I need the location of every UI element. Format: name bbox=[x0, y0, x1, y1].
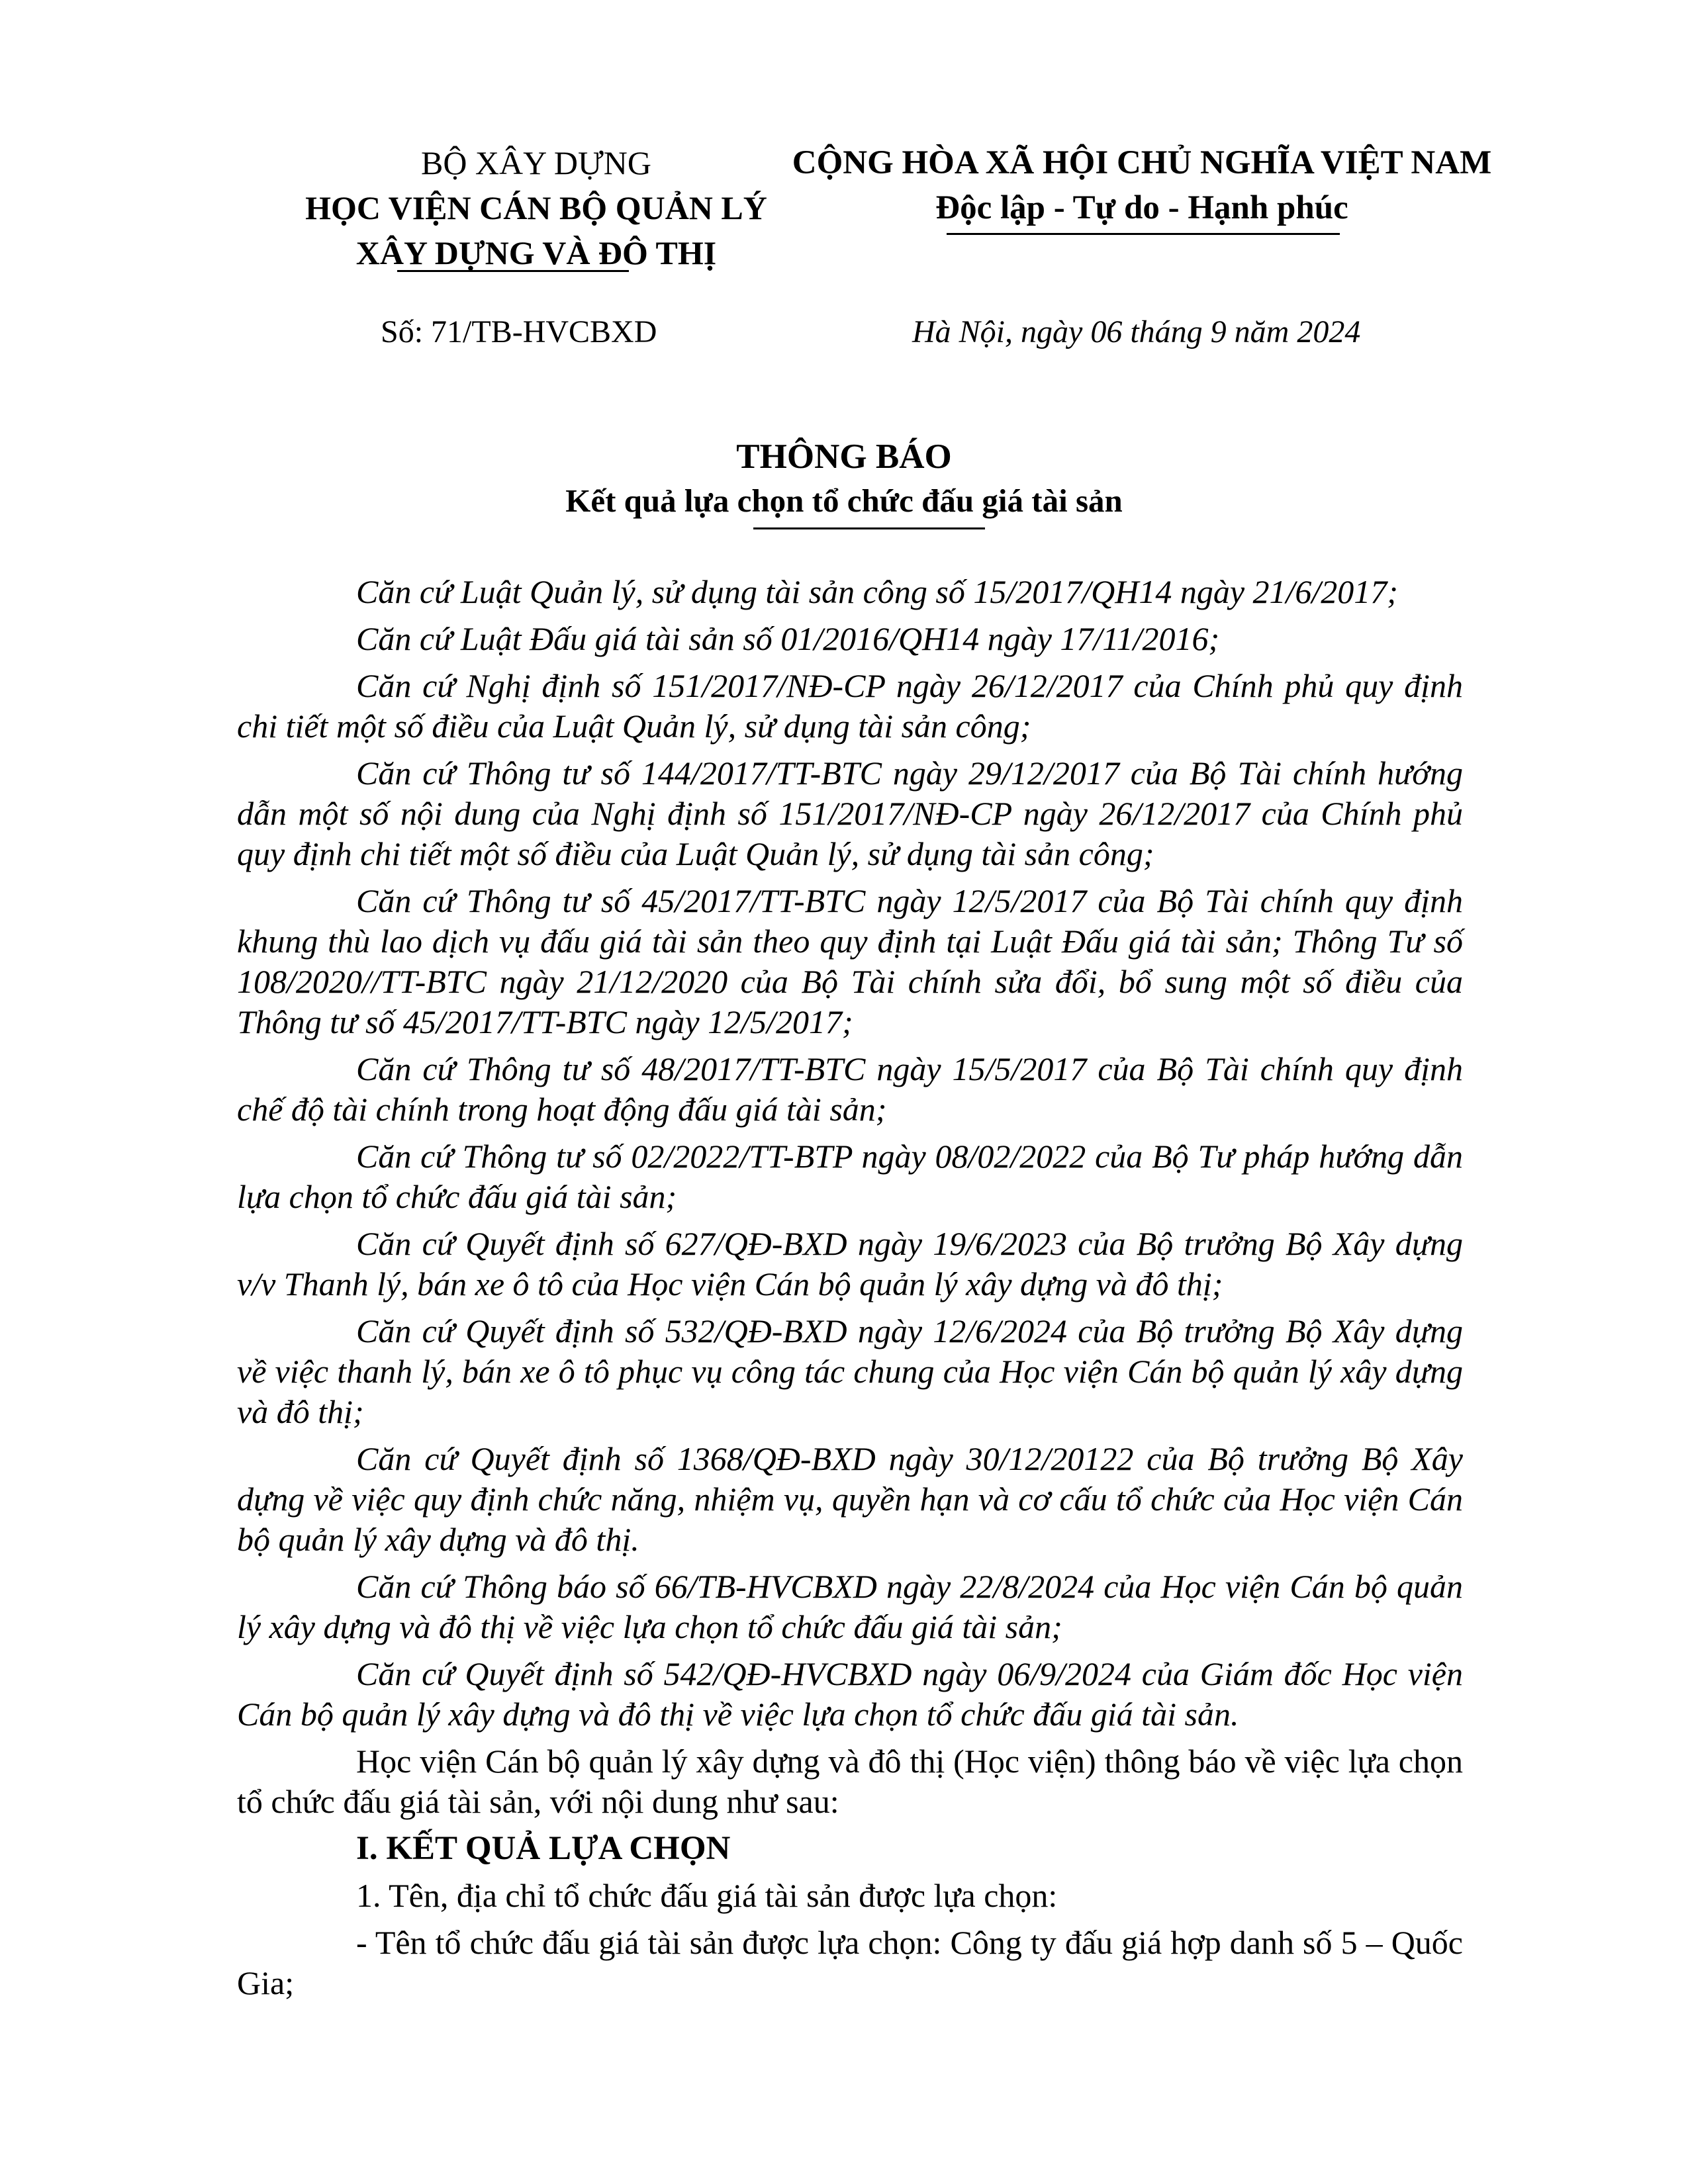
motto-underline bbox=[947, 233, 1340, 235]
section-heading: I. KẾT QUẢ LỰA CHỌN bbox=[356, 1830, 731, 1867]
legal-basis-item: Căn cứ Thông tư số 48/2017/TT-BTC ngày 15/5/2017 của Bộ Tài chính quy định chế độ tài chính trong hoạt động đấu giá tài sản; bbox=[237, 1050, 1463, 1128]
title-underline bbox=[753, 527, 985, 529]
legal-basis-item: Căn cứ Luật Đấu giá tài sản số 01/2016/QH14 ngày 17/11/2016; bbox=[356, 620, 1220, 657]
legal-basis-item: Căn cứ Thông tư số 144/2017/TT-BTC ngày 29/12/2017 của Bộ Tài chính hướng dẫn một số nội dung của Nghị định số 151/2017/NĐ-CP ngày 26/12/2017 của Chính phủ quy định chi tiết một số điều của Luật Quản lý, sử dụng tài sản công; bbox=[237, 754, 1463, 872]
country-name: CỘNG HÒA XÃ HỘI CHỦ NGHĨA VIỆT NAM bbox=[792, 144, 1492, 181]
legal-basis-item: Căn cứ Thông tư số 02/2022/TT-BTP ngày 08/02/2022 của Bộ Tư pháp hướng dẫn lựa chọn tổ chức đấu giá tài sản; bbox=[237, 1138, 1463, 1215]
legal-basis-item: Căn cứ Thông tư số 45/2017/TT-BTC ngày 12/5/2017 của Bộ Tài chính quy định khung thù lao dịch vụ đấu giá tài sản theo quy định tại Luật Đấu giá tài sản; Thông Tư số 108/2020//TT-BTC ngày 21/12/2020 của Bộ Tài chính sửa đổi, bổ sung một số điều của Thông tư số 45/2017/TT-BTC ngày 12/5/2017; bbox=[237, 882, 1463, 1040]
national-motto bbox=[774, 140, 1509, 230]
document-date: Hà Nội, ngày 06 tháng 9 năm 2024 bbox=[912, 314, 1361, 349]
legal-basis-item: Căn cứ Quyết định số 542/QĐ-HVCBXD ngày 06/9/2024 của Giám đốc Học viện Cán bộ quản lý xây dựng và đô thị về việc lựa chọn tổ chức đấu giá tài sản. bbox=[237, 1655, 1463, 1733]
document-title: THÔNG BÁO bbox=[736, 437, 952, 476]
motto: Độc lập - Tự do - Hạnh phúc bbox=[935, 189, 1348, 226]
issuing-agency bbox=[245, 140, 827, 275]
legal-basis-item: Căn cứ Nghị định số 151/2017/NĐ-CP ngày 26/12/2017 của Chính phủ quy định chi tiết một số điều của Luật Quản lý, sử dụng tài sản công; bbox=[237, 667, 1463, 745]
legal-basis-item: Căn cứ Thông báo số 66/TB-HVCBXD ngày 22/8/2024 của Học viện Cán bộ quản lý xây dựng và đô thị về việc lựa chọn tổ chức đấu giá tài sản; bbox=[237, 1568, 1463, 1645]
section-item: 1. Tên, địa chỉ tổ chức đấu giá tài sản được lựa chọn: bbox=[356, 1877, 1058, 1914]
ministry-name: BỘ XÂY DỰNG bbox=[420, 144, 652, 181]
agency-underline bbox=[397, 270, 629, 272]
intro-paragraph: Học viện Cán bộ quản lý xây dựng và đô thị (Học viện) thông báo về việc lựa chọn tổ chức đấu giá tài sản, với nội dung như sau: bbox=[237, 1743, 1463, 1820]
agency-name-line2: XÂY DỰNG VÀ ĐÔ THỊ bbox=[355, 234, 717, 271]
legal-basis-item: Căn cứ Luật Quản lý, sử dụng tài sản công số 15/2017/QH14 ngày 21/6/2017; bbox=[356, 573, 1398, 610]
document-subtitle: Kết quả lựa chọn tổ chức đấu giá tài sản bbox=[565, 482, 1123, 519]
legal-basis-item: Căn cứ Quyết định số 1368/QĐ-BXD ngày 30/12/20122 của Bộ trưởng Bộ Xây dựng về việc quy định chức năng, nhiệm vụ, quyền hạn và cơ cấu tổ chức của Học viện Cán bộ quản lý xây dựng và đô thị. bbox=[237, 1440, 1463, 1558]
legal-basis-item: Căn cứ Quyết định số 627/QĐ-BXD ngày 19/6/2023 của Bộ trưởng Bộ Xây dựng v/v Thanh lý, bán xe ô tô của Học viện Cán bộ quản lý xây dựng và đô thị; bbox=[237, 1225, 1463, 1302]
section-subitem: - Tên tổ chức đấu giá tài sản được lựa chọn: Công ty đấu giá hợp danh số 5 – Quốc Gia; bbox=[237, 1924, 1463, 2001]
legal-basis-item: Căn cứ Quyết định số 532/QĐ-BXD ngày 12/6/2024 của Bộ trưởng Bộ Xây dựng về việc thanh lý, bán xe ô tô phục vụ công tác chung của Học viện Cán bộ quản lý xây dựng và đô thị; bbox=[237, 1312, 1463, 1430]
agency-name-line1: HỌC VIỆN CÁN BỘ QUẢN LÝ bbox=[305, 189, 767, 226]
document-body bbox=[237, 572, 1463, 2010]
document-number: Số: 71/TB-HVCBXD bbox=[381, 314, 657, 349]
